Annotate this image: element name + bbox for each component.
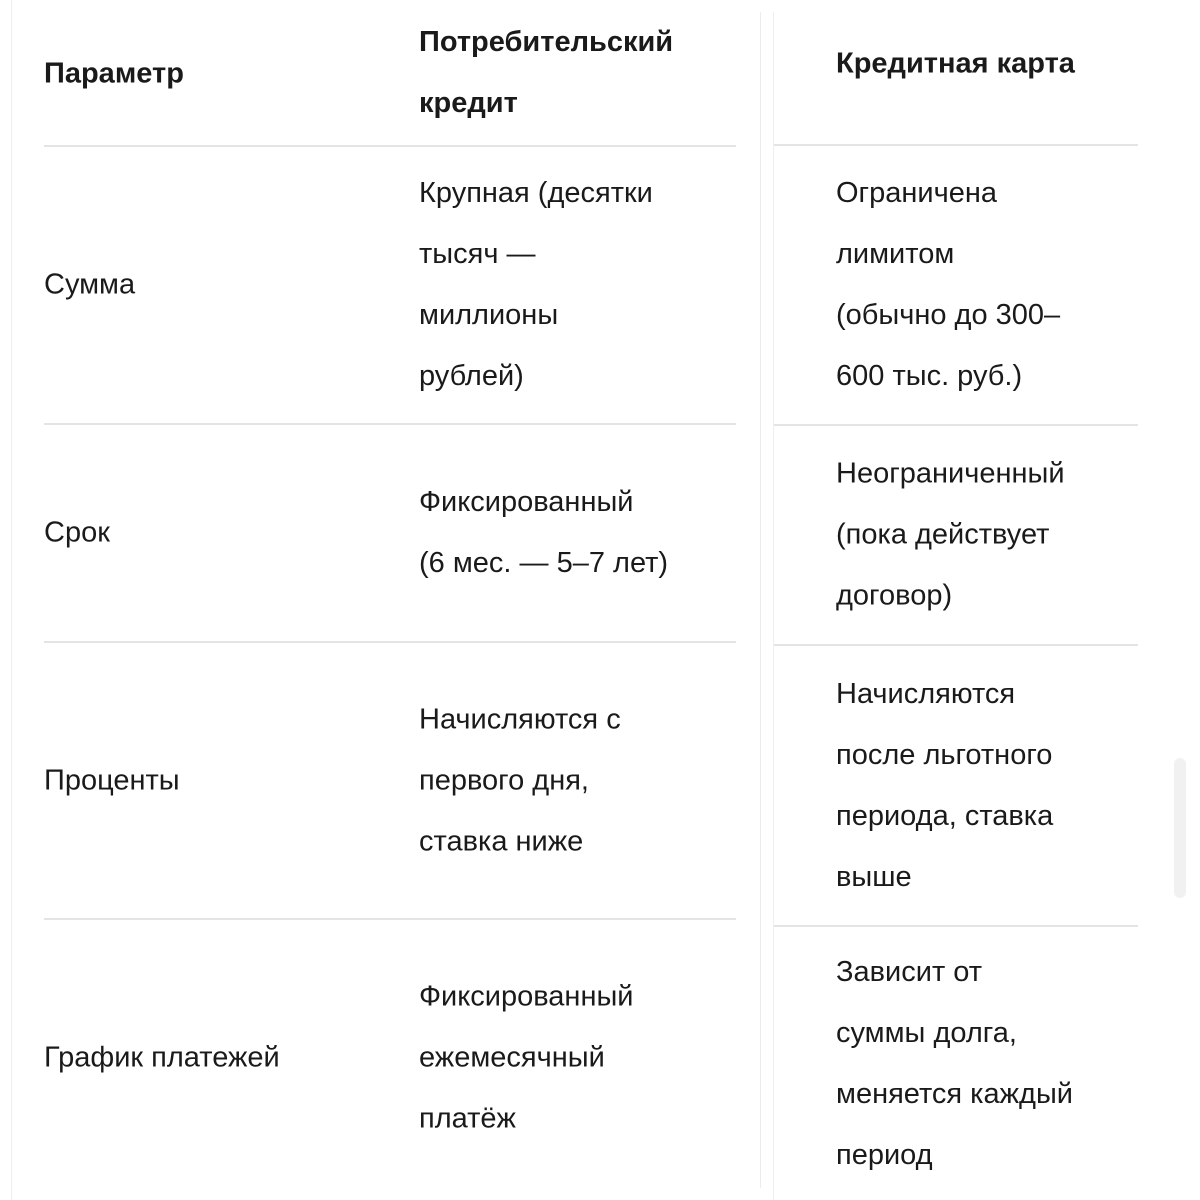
table-row (44, 920, 736, 1196)
cell-line: (обычно до 300– (836, 299, 1061, 331)
param-label: Срок (44, 516, 110, 549)
cell-line: платёж (419, 1102, 516, 1135)
consumer-value (419, 163, 653, 407)
cell-line: Крупная (десятки (419, 177, 653, 209)
cell-line: Зависит от (836, 955, 983, 988)
header-consumer-line: кредит (419, 86, 518, 119)
table-header-row (774, 0, 1138, 146)
scrollbar-thumb[interactable] (1174, 758, 1186, 898)
cell-line: после льготного (836, 738, 1053, 771)
card-value (836, 942, 1073, 1186)
consumer-value (419, 689, 621, 872)
card-value (836, 163, 1060, 407)
cell-line: рублей) (419, 360, 524, 392)
cell-line: миллионы (419, 299, 559, 331)
cell-line: ежемесячный (419, 1041, 605, 1074)
cell-line: Фиксированный (419, 980, 634, 1013)
cell-line: период (836, 1138, 933, 1171)
card-value (836, 444, 1065, 627)
cell-line: периода, ставка (836, 799, 1054, 832)
cell-line: суммы долга, (836, 1016, 1017, 1049)
comparison-table-right (774, 0, 1138, 1200)
table-row (774, 646, 1138, 927)
table-row (44, 425, 736, 643)
page-edge (11, 0, 12, 1200)
cell-line: (пока действует (836, 518, 1050, 551)
cell-line: (6 мес. — 5–7 лет) (419, 547, 669, 579)
cell-line: выше (836, 860, 912, 893)
param-label: Сумма (44, 268, 136, 301)
cell-line: Неограниченный (836, 457, 1065, 490)
card-value (836, 664, 1053, 908)
comparison-table-left (44, 0, 736, 1196)
param-label: Проценты (44, 764, 180, 796)
consumer-value (419, 472, 668, 594)
cell-line: тысяч — (419, 238, 536, 270)
table-header-row (44, 0, 736, 147)
header-card: Кредитная карта (836, 47, 1075, 80)
cell-line: 600 тыс. руб.) (836, 360, 1023, 392)
cell-line: Фиксированный (419, 486, 634, 518)
header-consumer-line: Потребительский (419, 25, 674, 58)
consumer-value (419, 967, 634, 1150)
param-label: График платежей (44, 1041, 280, 1074)
header-consumer (419, 12, 673, 134)
column-divider (760, 12, 761, 1188)
table-row (774, 146, 1138, 426)
cell-line: Начисляются с (419, 703, 621, 735)
cell-line: лимитом (836, 238, 955, 270)
table-row (44, 643, 736, 920)
cell-line: договор) (836, 579, 953, 612)
cell-line: Начисляются (836, 677, 1016, 710)
table-row (44, 147, 736, 425)
cell-line: первого дня, (419, 764, 589, 796)
header-param: Параметр (44, 57, 184, 89)
cell-line: меняется каждый (836, 1077, 1073, 1110)
table-row (774, 927, 1138, 1200)
table-row (774, 426, 1138, 646)
cell-line: Ограничена (836, 177, 997, 209)
cell-line: ставка ниже (419, 825, 584, 857)
